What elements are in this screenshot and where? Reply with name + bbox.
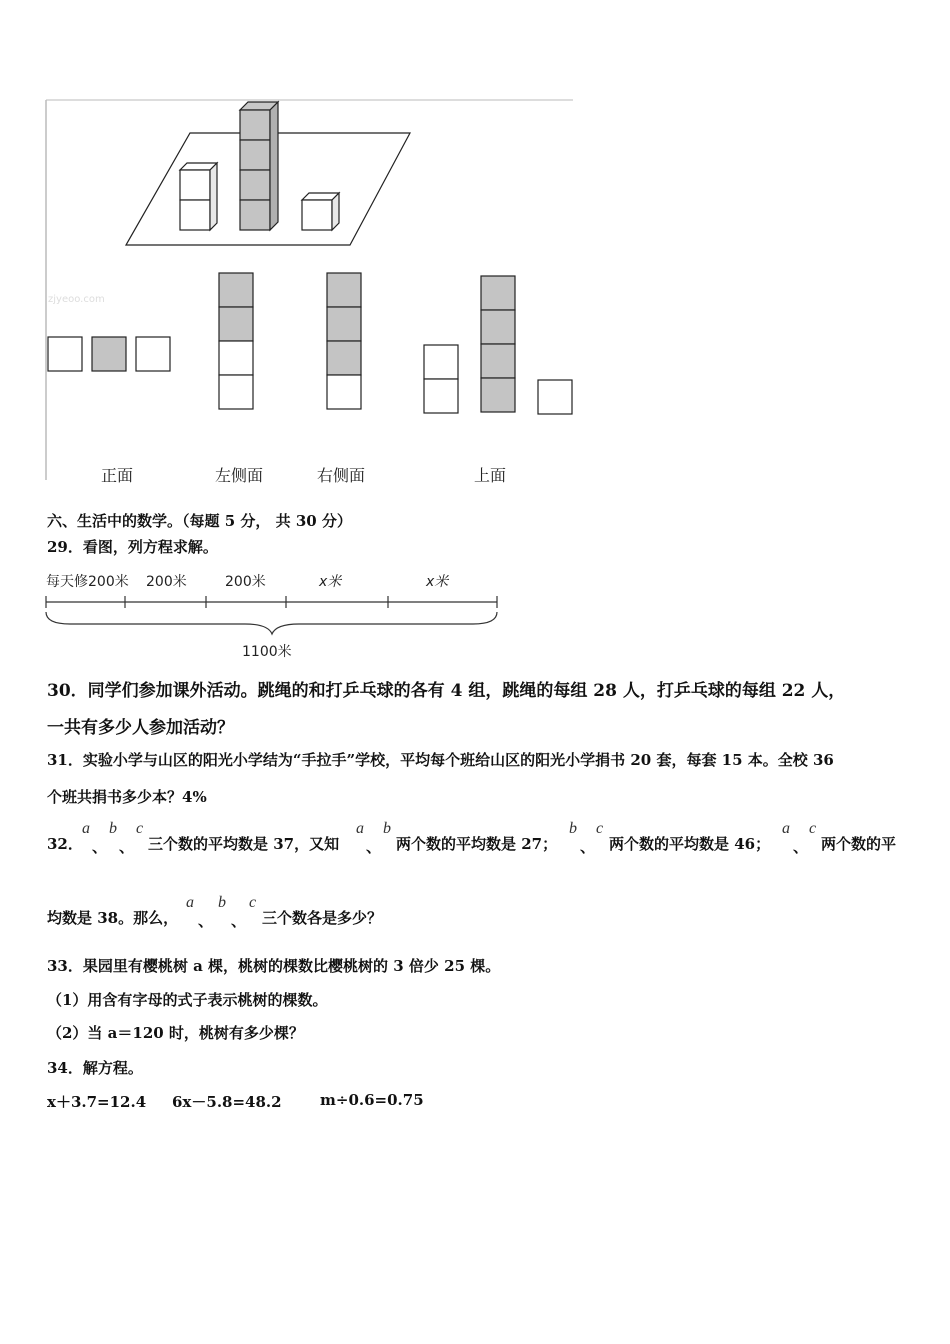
q32-text-6: 三个数各是多少？ — [262, 909, 383, 927]
q30-line1: 30．同学们参加课外活动。跳绳的和打乒乓球的各有 4 组，跳绳的每组 28 人，打乒乓球的每组 22 人， — [47, 681, 846, 701]
separator: 、 — [231, 912, 247, 930]
segment-label-2: 200米 — [146, 574, 187, 590]
separator: 、 — [198, 912, 214, 930]
segment-label-5: x米 — [426, 574, 449, 590]
total-brace — [46, 612, 497, 634]
q34-text: 34．解方程。 — [47, 1059, 143, 1077]
right-cube — [302, 193, 339, 230]
q32-text-4: 两个数的平 — [821, 835, 897, 853]
q32-text-1: 三个数的平均数是 37，又知 — [148, 835, 340, 853]
var-c: c — [249, 894, 257, 911]
segment-label-4: x米 — [319, 574, 342, 590]
q29-text: 29．看图，列方程求解。 — [47, 538, 218, 556]
separator: 、 — [793, 838, 809, 856]
q31-line1: 31．实验小学与山区的阳光小学结为“手拉手”学校，平均每个班给山区的阳光小学捐书 20 套，每套 15 本。全校 36 — [47, 751, 834, 769]
q33-sub2: （2）当 a＝120 时，桃树有多少棵？ — [47, 1024, 304, 1042]
cube-figure-svg — [40, 95, 580, 495]
view-label-top: 上面 — [474, 466, 507, 485]
equation-3: m÷0.6=0.75 — [320, 1091, 424, 1109]
total-length-label: 1100米 — [242, 644, 292, 660]
q32-text-5: 均数是 38。那么， — [47, 909, 179, 927]
var-a: a — [356, 820, 364, 837]
q32-text-2: 两个数的平均数是 27； — [396, 835, 558, 853]
var-a: a — [186, 894, 194, 911]
right-side-view — [327, 273, 361, 409]
top-view — [424, 276, 572, 414]
var-b: b — [109, 820, 117, 837]
separator: 、 — [580, 838, 596, 856]
separator: 、 — [119, 838, 135, 856]
q33-text: 33．果园里有樱桃树 a 棵，桃树的棵数比樱桃树的 3 倍少 25 棵。 — [47, 957, 501, 975]
var-a: a — [82, 820, 90, 837]
segment-label-3: 200米 — [225, 574, 266, 590]
equation-2: 6x－5.8=48.2 — [172, 1093, 282, 1111]
middle-tower — [240, 102, 278, 230]
separator: 、 — [92, 838, 108, 856]
equation-1: x＋3.7=12.4 — [47, 1093, 147, 1111]
var-b: b — [569, 820, 577, 837]
view-label-right: 右侧面 — [317, 466, 366, 485]
watermark: zjyeoo.com — [48, 294, 105, 305]
segment-label-1: 每天修200米 — [46, 574, 129, 590]
var-c: c — [809, 820, 817, 837]
q31-line2: 个班共捐书多少本？4% — [47, 788, 207, 806]
var-a: a — [782, 820, 790, 837]
left-stack — [180, 163, 217, 230]
view-label-left: 左侧面 — [215, 466, 264, 485]
separator: 、 — [366, 838, 382, 856]
var-c: c — [136, 820, 144, 837]
q32-text-3: 两个数的平均数是 46； — [609, 835, 771, 853]
left-side-view — [219, 273, 253, 409]
var-b: b — [383, 820, 391, 837]
var-b: b — [218, 894, 226, 911]
var-c: c — [596, 820, 604, 837]
view-label-front: 正面 — [101, 466, 134, 485]
section-title: 六、生活中的数学。（每题 5 分， 共 30 分） — [47, 512, 352, 530]
q32-number: 32． — [47, 835, 83, 853]
q30-line2: 一共有多少人参加活动？ — [47, 718, 234, 738]
front-view — [48, 337, 170, 371]
q33-sub1: （1）用含有字母的式子表示桃树的棵数。 — [47, 991, 328, 1009]
